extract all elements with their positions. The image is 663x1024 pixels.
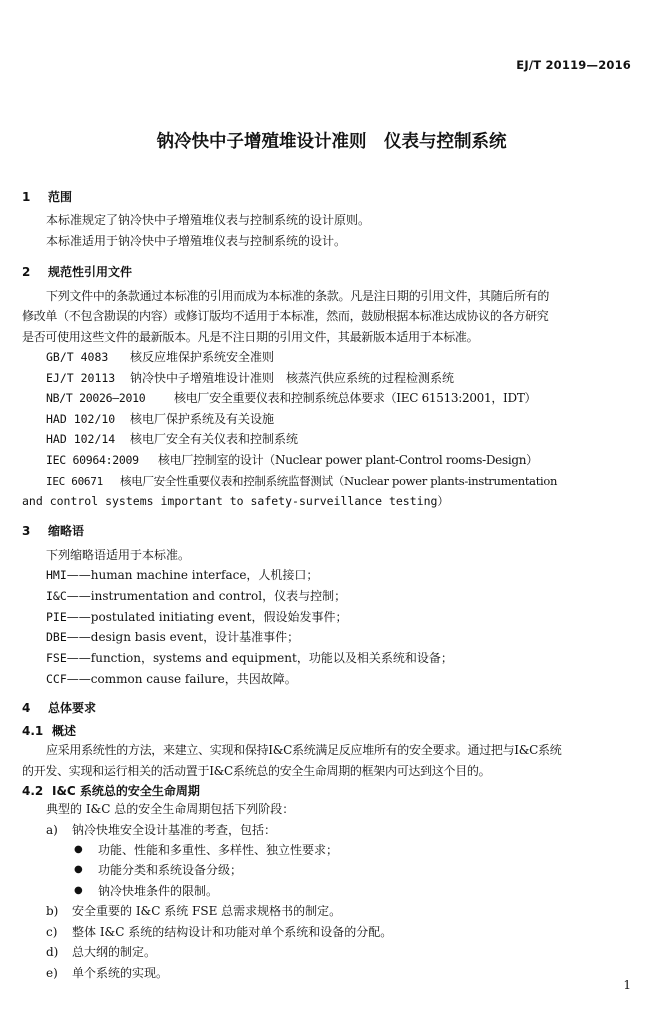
- abbreviation-definition: ——instrumentation and control，仪表与控制；: [66, 589, 347, 603]
- reference-code: NB/T 20026—2010: [46, 391, 146, 405]
- reference-code: HAD 102/14: [46, 432, 116, 446]
- reference-title: 核电厂控制室的设计（Nuclear power plant-Control rooms-Design）: [158, 453, 538, 467]
- bullet-text: 功能分类和系统设备分级；: [98, 863, 243, 877]
- document-title: 钠冷快中子增殖堆设计准则 仪表与控制系统: [156, 132, 507, 152]
- bullet-text: 钠冷快堆条件的限制。: [98, 884, 219, 898]
- reference-code: IEC 60671: [46, 475, 103, 488]
- list-item: [46, 944, 156, 960]
- reference-item: [46, 390, 536, 406]
- list-item: [46, 965, 168, 981]
- list-text: 总大纲的制定。: [72, 945, 157, 959]
- section-1-heading: [22, 189, 72, 205]
- abbreviation: FSE: [46, 651, 67, 665]
- abbreviation-item: [46, 609, 347, 625]
- list-item: [46, 924, 392, 940]
- bullet-icon: ●: [74, 864, 83, 875]
- section-title: 规范性引用文件: [48, 265, 133, 279]
- list-label: c): [46, 925, 58, 939]
- reference-item: [46, 473, 557, 490]
- reference-code: IEC 60964:2009: [46, 453, 139, 467]
- reference-title: 核电厂安全有关仪表和控制系统: [130, 432, 299, 446]
- paragraph-line: 修改单（不包含勘误的内容）或修订版均不适用于本标准，然而，鼓励根据本标准达成协议的各方研究: [22, 309, 549, 323]
- reference-title: 核电厂安全性重要仪表和控制系统监督测试（Nuclear power plants-instrumentation: [120, 474, 558, 488]
- paragraph-line: 应采用系统性的方法，来建立、实现和保持I&C系统满足反应堆所有的安全要求。通过把与I&C系统: [46, 743, 562, 757]
- section-title: 总体要求: [48, 701, 97, 715]
- bullet-icon: ●: [74, 885, 83, 896]
- abbreviation: I&C: [46, 589, 67, 603]
- abbreviation-definition: ——human machine interface，人机接口；: [66, 568, 319, 582]
- reference-item: [46, 370, 454, 386]
- section-4-heading: [22, 700, 96, 716]
- abbreviation: DBE: [46, 630, 67, 644]
- bullet-text: 功能、性能和多重性、多样性、独立性要求；: [98, 843, 339, 857]
- reference-code: HAD 102/10: [46, 412, 116, 426]
- abbreviation: PIE: [46, 610, 67, 624]
- reference-title: 核反应堆保护系统安全准则: [130, 350, 275, 364]
- abbreviation-item: [46, 650, 453, 666]
- subsection-number: 4.2: [22, 784, 44, 798]
- subsection-4-2-heading: [22, 783, 200, 799]
- abbreviation-item: [46, 567, 318, 583]
- reference-continuation: and control systems important to safety-surveillance testing）: [22, 494, 449, 508]
- abbreviation-definition: ——function，systems and equipment，功能以及相关系统和设备；: [66, 651, 453, 665]
- paragraph-line: 的开发、实现和运行相关的活动置于I&C系统总的安全生命周期的框架内可达到这个目的。: [22, 764, 491, 778]
- list-text: 安全重要的 I&C 系统 FSE 总需求规格书的制定。: [72, 904, 342, 918]
- list-label: b): [46, 904, 59, 918]
- list-item: [46, 822, 276, 838]
- abbreviation-definition: ——common cause failure，共因故障。: [66, 672, 297, 686]
- abbreviation-item: [46, 629, 299, 645]
- reference-item: [46, 411, 274, 427]
- subsection-4-1-heading: [22, 723, 76, 739]
- reference-title: 钠冷快中子增殖堆设计准则 核蒸汽供应系统的过程检测系统: [130, 371, 455, 385]
- section-3-heading: [22, 523, 84, 539]
- paragraph-line: 下列文件中的条款通过本标准的引用而成为本标准的条款。凡是注日期的引用文件，其随后所有的: [46, 289, 550, 303]
- reference-code: EJ/T 20113: [46, 371, 116, 385]
- standard-code: EJ/T 20119—2016: [516, 58, 631, 72]
- subsection-number: 4.1: [22, 724, 44, 738]
- section-title: 范围: [48, 190, 73, 204]
- list-item: [46, 903, 341, 919]
- reference-code: GB/T 4083: [46, 350, 109, 364]
- abbreviation: CCF: [46, 672, 67, 686]
- abbreviation-definition: ——postulated initiating event，假设始发事件；: [66, 610, 348, 624]
- list-text: 单个系统的实现。: [72, 966, 169, 980]
- reference-item: [46, 452, 538, 468]
- paragraph: 本标准适用于钠冷快中子增殖堆仪表与控制系统的设计。: [46, 234, 347, 248]
- reference-title: 核电厂保护系统及有关设施: [130, 412, 275, 426]
- list-label: e): [46, 966, 58, 980]
- abbreviation: HMI: [46, 568, 67, 582]
- section-number: 4: [22, 701, 31, 715]
- list-label: a): [46, 823, 58, 837]
- section-2-heading: [22, 264, 132, 280]
- subsection-title: 概述: [52, 724, 77, 738]
- abbreviation-item: [46, 588, 346, 604]
- abbreviation-definition: ——design basis event，设计基准事件；: [66, 630, 300, 644]
- reference-item: [46, 349, 274, 365]
- section-title: 缩略语: [48, 524, 85, 538]
- bullet-icon: ●: [74, 844, 83, 855]
- paragraph: 本标准规定了钠冷快中子增殖堆仪表与控制系统的设计原则。: [46, 213, 371, 227]
- paragraph: 下列缩略语适用于本标准。: [46, 548, 191, 562]
- abbreviation-item: [46, 671, 297, 687]
- list-text: 钠冷快堆安全设计基准的考查，包括：: [72, 823, 277, 837]
- paragraph-line: 是否可使用这些文件的最新版本。凡是不注日期的引用文件，其最新版本适用于本标准。: [22, 330, 479, 344]
- paragraph: 典型的 I&C 总的安全生命周期包括下列阶段：: [46, 802, 295, 816]
- section-number: 3: [22, 524, 31, 538]
- list-label: d): [46, 945, 59, 959]
- page-number: 1: [623, 978, 631, 992]
- section-number: 1: [22, 190, 31, 204]
- subsection-title: I&C 系统总的安全生命周期: [52, 784, 200, 798]
- reference-item: [46, 431, 298, 447]
- reference-title: 核电厂安全重要仪表和控制系统总体要求（IEC 61513:2001，IDT）: [174, 391, 537, 405]
- section-number: 2: [22, 265, 31, 279]
- list-text: 整体 I&C 系统的结构设计和功能对单个系统和设备的分配。: [72, 925, 393, 939]
